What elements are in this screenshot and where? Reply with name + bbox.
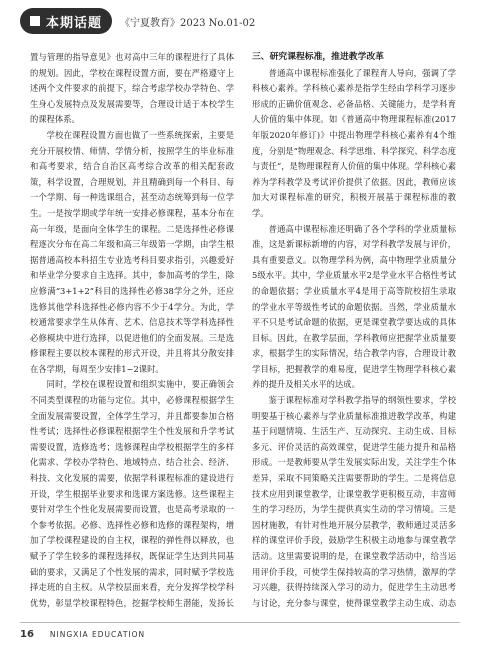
page-number: 16 [20, 628, 34, 640]
paragraph: 学校在课程设置方面也做了一些系统探索，主要是充分开展校情、师情、学情分析，按照学生的毕业标准和高考要求，结合自治区高考综合改革的相关配套政策，科学设置，合理规划，并且精确到每一个科目、每一个学期、每一种选课组合，甚至动态统筹到每一位学生。一是按学期或学年统一安排必修课程，基本分布在高一年级，是面向全体学生的课程。二是选择性必修课程逐次分布在高二年级和高三年级第一学期，由学生根据普通高校本科招生专业选考科目要求指引，兴趣爱好和毕业学分要求自主选择。其中，参加高考的学生，除应修满“3+1+2”科目的选择性必修38学分之外，还应选修其他学科选择性必修内容不少于4学分。为此，学校通常要求学生从体育、艺术、信息技术等学科选择性必修模块中进行选择，以促进他们的全面发展。三是选修课程主要以校本课程的形式开设，并且将其分散安排在各学期，每周至少安排1~2课时。 [30, 129, 234, 374]
page-header [0, 0, 480, 44]
paragraph: 置与管理的指导意见》也对高中三年的课程进行了具体的规划。因此，学校在课程设置方面，要在严格遵守上述两个文件要求的前提下，综合考虑学校办学特色、学生身心发展特点及发展需要等，合理设计适于本校学生的课程体系。 [30, 52, 234, 125]
paragraph: 普通高中课程标准还明确了各个学科的学业质量标准，这是新课标新增的内容，对学科教学发展与评价，具有重要意义。以物理学科为例，高中物理学业质量分5级水平。其中，学业质量水平2是学业水平合格性考试的命题依据；学业质量水平4是用于高等院校招生录取的学业水平等级性考试的命题依据。当然，学业质量水平不只是考试命题的依据，更是课堂教学要达成的具体目标。因此，在教学层面，学科教师应把握学业质量要求，根据学生的实际情况，结合教学内容，合理设计教学目标，把握教学的难易度，促进学生物理学科核心素养的提升及相关水平的达成。 [252, 223, 456, 390]
page-footer [20, 622, 460, 645]
right-column [252, 50, 456, 610]
paragraph: 同时，学校在课程设置和组织实施中，要正确领会不同类型课程的功能与定位。其中，必修课程根据学生全面发展需要设置，全体学生学习，并且都要参加合格性考试；选择性必修课程根据学生个性发展和升学考试需要设置，选修选考；选修课程由学校根据学生的多样化需求、学校办学特色、地域特点、结合社会、经济、科技、文化发展的需要，依据学科课程标准的建设进行开设，学生根据毕业要求和选课方案选修。这些课程主要针对学生个性化发展需要而设置，也是高考录取的一个参考依据。必修、选择性必修和选修的课程架构，增加了学校课程建设的自主权，课程的弹性得以释放，也赋予了学生较多的课程选择权，既保证学生达到共同基础的要求，又满足了个性发展的需求，同时赋予学校选择走班的自主权。从学校层面来看，充分发挥学校学科优势，彰显学校课程特色，挖掘学校师生潜能，发扬长 [30, 379, 234, 608]
publication-name: NINGXIA EDUCATION [49, 629, 146, 639]
left-column [30, 50, 234, 610]
section-heading: 三、研究课程标准，推进教学改革 [252, 52, 384, 62]
section-tab [20, 8, 112, 34]
section-label: 本期话题 [46, 15, 103, 31]
square-icon [30, 16, 40, 26]
paragraph: 鉴于课程标准对学科教学指导的纲领性要求，学校明要基于核心素养与学业质量标准推进教学改革，构建基于问题情境、生活生产、互动探究、主动生成、目标多元、评价灵活的高效课堂，促进学生能力提升和品格形成。一是教师要从学生发展实际出发，关注学生个体差异，采取不同策略关注需要帮助的学生。二是将信息技术应用到课堂教学，让课堂教学更积极互动，丰富师生的学习经历，为学生提供真实生动的学习情境。三是因材施教，有针对性地开展分层教学，教师通过灵活多样的课堂评价手段，鼓励学生积极主动地参与课堂教学活动。这里需要说明的是，在课堂教学活动中，给当运用评价手段，可使学生保持较高的学习热情，激厚的学习兴趣，获得持续深入学习的动力，促进学生主动思考与讨论，充分参与课堂，使得课堂教学主动生成、动态 [252, 395, 456, 608]
paragraph: 普通高中课程标准强化了课程育人导向，强调了学科核心素养。学科核心素养是指学生经由学科学习逐步形成的正确价值观念、必备品格、关键能力，是学科育人价值的集中体现。如《普通高中物理课程标准(2017年版2020年修订)》中提出物理学科核心素养有4个维度，分别是“物理观念、科学思维、科学探究、科学态度与责任”，是物理课程育人价值的集中体现。学科核心素养为学科教学及考试评价提供了依据。因此，教师应该加大对课程标准的研究，积极开展基于课程标准的教学。 [252, 67, 456, 218]
journal-info: 《宁夏教育》2023 No.01-02 [120, 18, 256, 29]
